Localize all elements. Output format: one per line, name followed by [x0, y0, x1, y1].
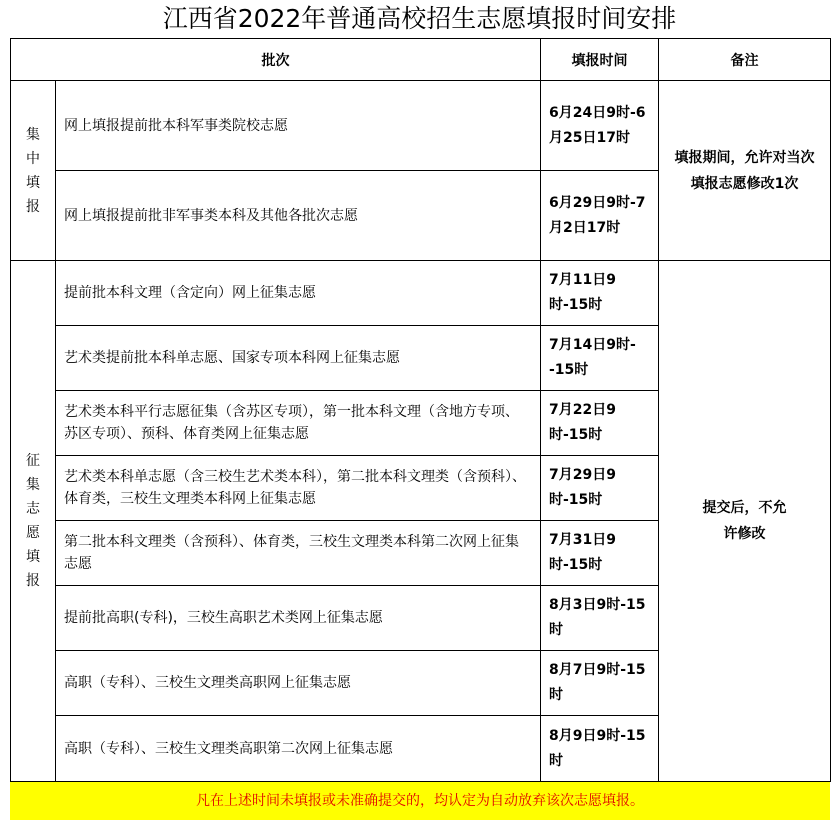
schedule-table	[10, 38, 831, 782]
header-note: 备注	[659, 39, 831, 81]
time-cell: 8月7日9时-15时	[541, 651, 659, 716]
header-row	[11, 39, 831, 81]
header-time: 填报时间	[541, 39, 659, 81]
batch-cell: 艺术类本科单志愿（含三校生艺术类本科），第二批本科文理类（含预科）、体育类，三校生文理类本科网上征集志愿	[56, 456, 541, 521]
batch-cell: 高职（专科）、三校生文理类高职网上征集志愿	[56, 651, 541, 716]
batch-cell: 艺术类本科平行志愿征集（含苏区专项），第一批本科文理（含地方专项、苏区专项）、预科、体育类网上征集志愿	[56, 391, 541, 456]
footer-notice: 凡在上述时间未填报或未准确提交的，均认定为自动放弃该次志愿填报。	[10, 782, 830, 820]
time-cell: 7月31日9时-15时	[541, 521, 659, 586]
time-cell: 7月11日9时-15时	[541, 261, 659, 326]
time-cell: 6月24日9时-6月25日17时	[541, 81, 659, 171]
table-row	[11, 81, 831, 171]
batch-cell: 高职（专科）、三校生文理类高职第二次网上征集志愿	[56, 716, 541, 782]
table-row	[11, 261, 831, 326]
time-cell: 8月9日9时-15时	[541, 716, 659, 782]
batch-cell: 艺术类提前批本科单志愿、国家专项本科网上征集志愿	[56, 326, 541, 391]
group-label-centralized: 集中填报	[11, 81, 56, 261]
time-cell: 7月29日9时-15时	[541, 456, 659, 521]
page-title: 江西省2022年普通高校招生志愿填报时间安排	[162, 4, 677, 33]
time-cell: 7月22日9时-15时	[541, 391, 659, 456]
batch-cell: 网上填报提前批本科军事类院校志愿	[56, 81, 541, 171]
batch-cell: 第二批本科文理类（含预科）、体育类，三校生文理类本科第二次网上征集志愿	[56, 521, 541, 586]
batch-cell: 网上填报提前批非军事类本科及其他各批次志愿	[56, 171, 541, 261]
group-label-solicitation: 征集志愿填报	[11, 261, 56, 782]
batch-cell: 提前批本科文理（含定向）网上征集志愿	[56, 261, 541, 326]
header-batch: 批次	[11, 39, 541, 81]
note-cell-solicitation: 提交后，不允许修改	[659, 261, 831, 782]
batch-cell: 提前批高职(专科)，三校生高职艺术类网上征集志愿	[56, 586, 541, 651]
time-cell: 6月29日9时-7月2日17时	[541, 171, 659, 261]
time-cell: 7月14日9时--15时	[541, 326, 659, 391]
note-cell-centralized: 填报期间，允许对当次填报志愿修改1次	[659, 81, 831, 261]
time-cell: 8月3日9时-15时	[541, 586, 659, 651]
